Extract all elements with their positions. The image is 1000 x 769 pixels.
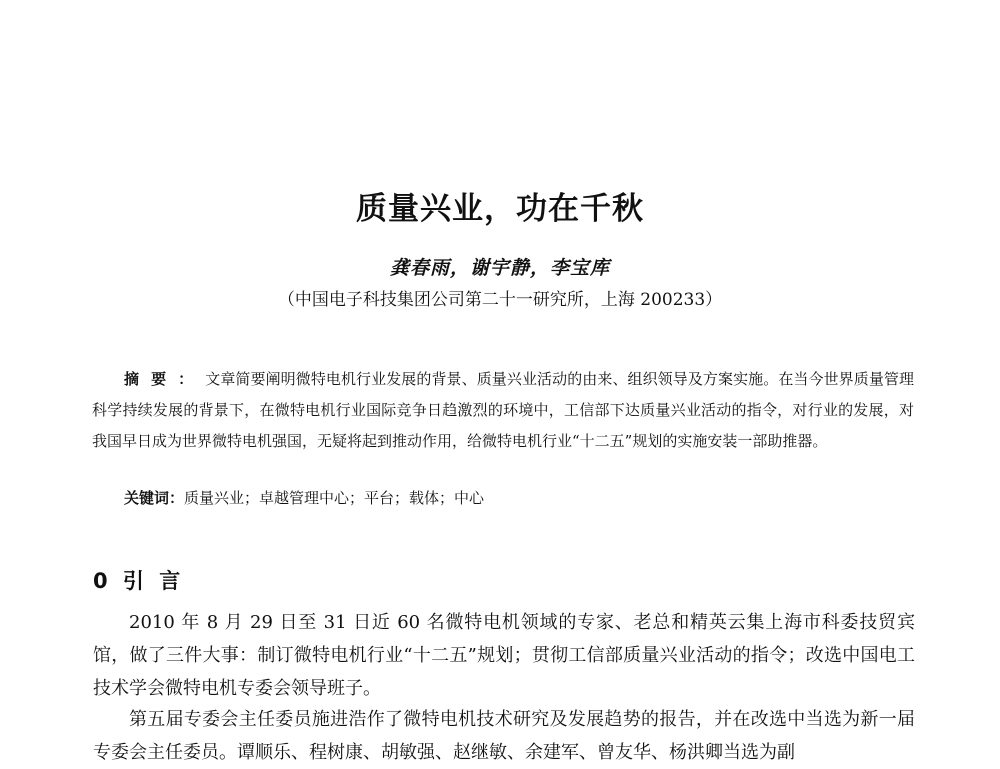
section-heading-introduction: 0 引 言 [93,569,185,593]
body-paragraph: 第五届专委会主任委员施进浩作了微特电机技术研究及发展趋势的报告，并在改选中当选为新一届专委会主任委员。谭顺乐、程树康、胡敏强、赵继敏、余建军、曾友华、杨洪卿当选为副 [93,709,915,763]
paper-authors: 龚春雨，谢宇静，李宝库 [389,257,610,279]
keywords-label: 关键词： [124,489,185,507]
abstract [92,364,914,457]
keywords-text: 质量兴业；卓越管理中心；平台；载体；中心 [184,489,485,507]
abstract-label: 摘要： [124,370,206,388]
keywords [124,487,484,508]
paper-affiliation: （中国电子科技集团公司第二十一研究所，上海 200233） [277,290,723,310]
paper-title: 质量兴业，功在千秋 [356,191,644,227]
body-paragraph: 2010 年 8 月 29 日至 31 日近 60 名微特电机领域的专家、老总和精英云集上海市科委技贸宾馆，做了三件大事：制订微特电机行业“十二五”规划；贯彻工信部质量兴业活动的指令；改选中国电工技术学会微特电机专委会领导班子。 [93,612,915,699]
abstract-text: 文章简要阐明微特电机行业发展的背景、质量兴业活动的由来、组织领导及方案实施。在当今世界质量管理科学持续发展的背景下，在微特电机行业国际竞争日趋激烈的环境中，工信部下达质量兴业活动的指令，对行业的发展，对我国早日成为世界微特电机强国，无疑将起到推动作用，给微特电机行业“十二五”规划的实施安装一部助推器。 [92,370,914,450]
